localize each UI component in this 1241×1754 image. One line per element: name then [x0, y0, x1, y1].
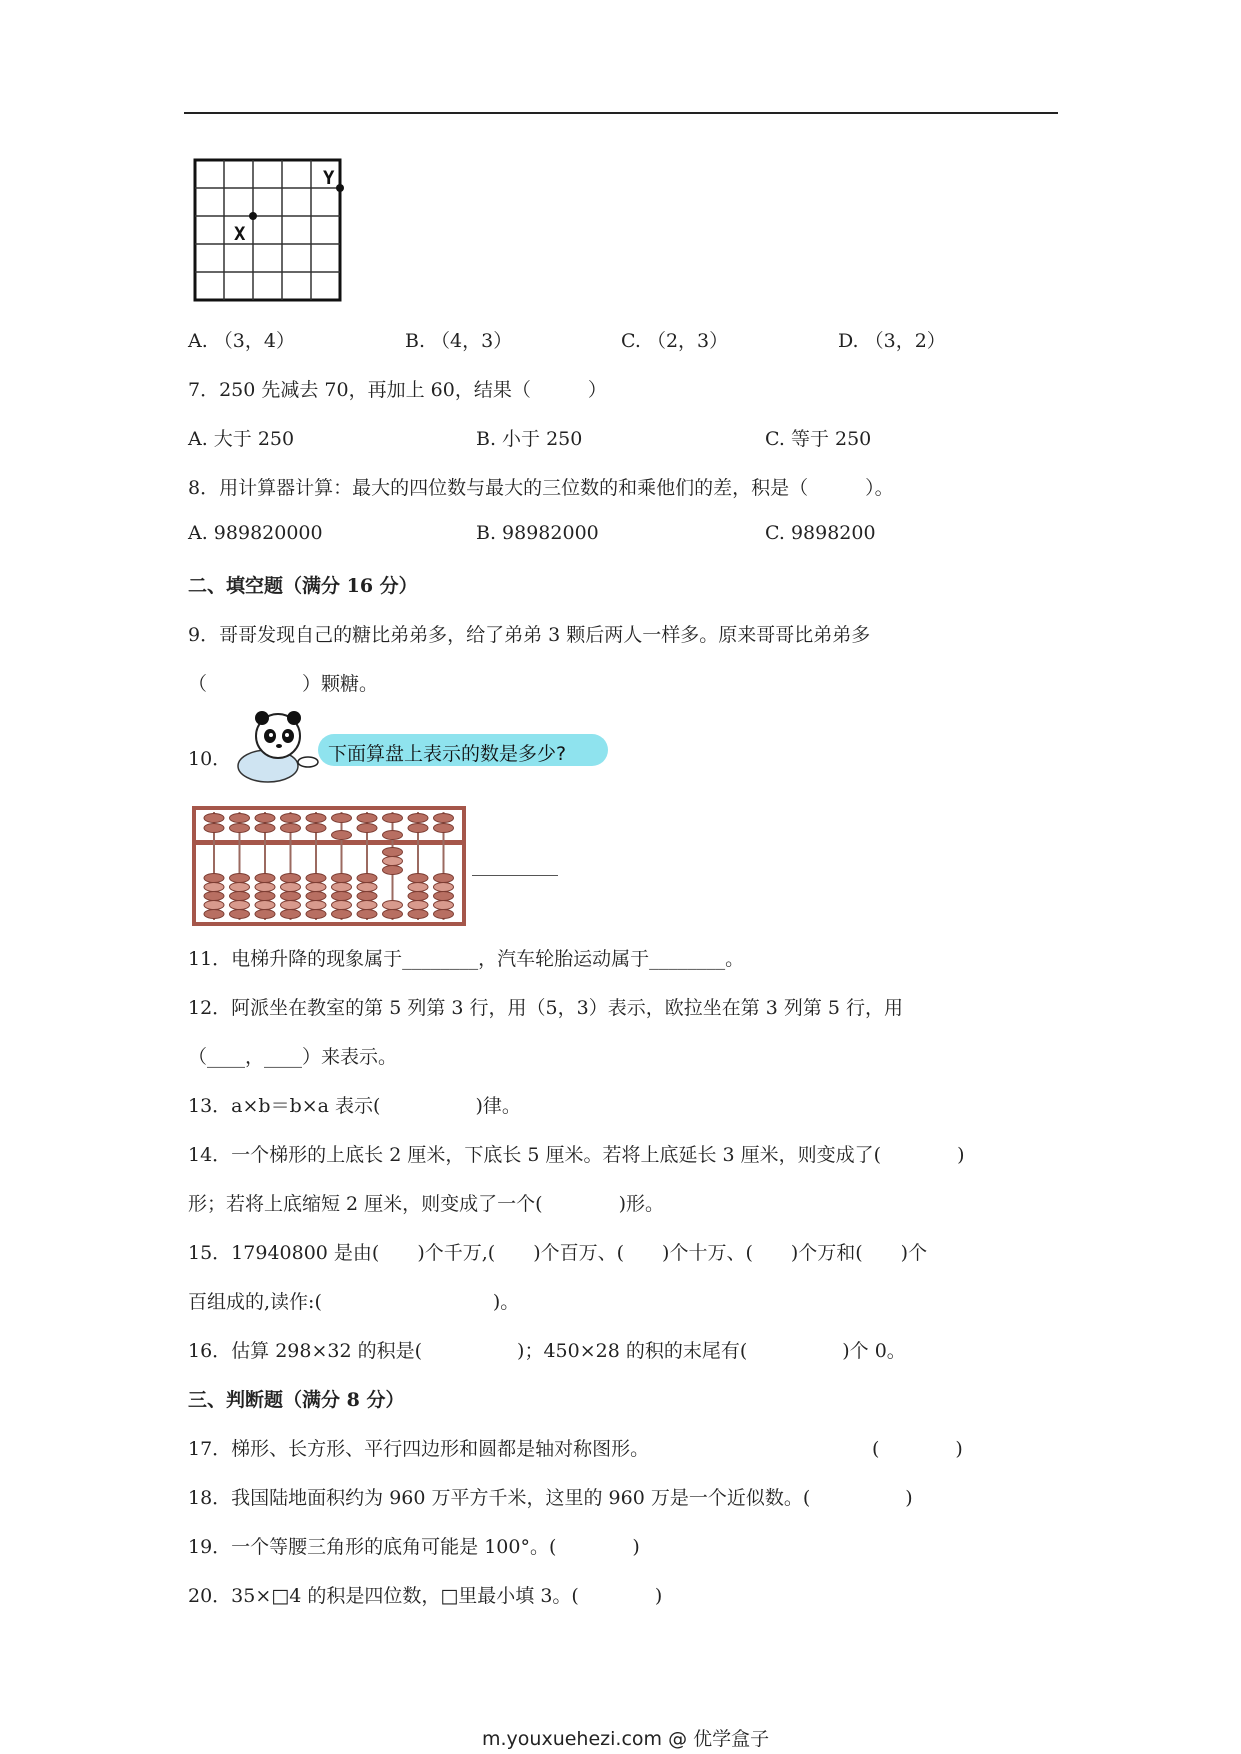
q7-option-c: C. 等于 250 — [765, 428, 872, 450]
abacus-bead — [230, 892, 250, 901]
abacus-bead — [332, 883, 352, 892]
q7-text: 7．250 先减去 70，再加上 60，结果（ ） — [188, 379, 607, 401]
abacus-bead — [408, 814, 428, 823]
abacus-bead — [408, 874, 428, 883]
q7-option-b: B. 小于 250 — [476, 428, 583, 450]
abacus-bead — [434, 883, 454, 892]
abacus-bead — [306, 901, 326, 910]
abacus-bead — [281, 892, 301, 901]
q8-option-c: C. 9898200 — [765, 522, 876, 544]
q14-line-2: 形；若将上底缩短 2 厘米，则变成了一个( )形。 — [188, 1193, 664, 1215]
abacus-bead — [306, 883, 326, 892]
abacus-bead — [204, 824, 224, 833]
section-2-heading: 二、填空题（满分 16 分） — [188, 575, 418, 597]
abacus-bead — [204, 901, 224, 910]
abacus-bead — [306, 892, 326, 901]
abacus-bead — [383, 831, 403, 840]
abacus-bead — [332, 874, 352, 883]
section-3-heading: 三、判断题（满分 8 分） — [188, 1389, 405, 1411]
q10-answer-blank — [472, 875, 558, 876]
q12-line-2: （____，____）来表示。 — [188, 1046, 398, 1068]
abacus-bead — [434, 874, 454, 883]
abacus-bead — [281, 824, 301, 833]
abacus-bead — [255, 901, 275, 910]
q17-answer-paren: ( ) — [872, 1438, 963, 1460]
abacus-bead — [230, 901, 250, 910]
abacus-bead — [408, 901, 428, 910]
abacus-bead — [383, 814, 403, 823]
abacus-bead — [230, 910, 250, 919]
q8-option-a: A. 989820000 — [188, 522, 323, 544]
abacus-bead — [434, 901, 454, 910]
abacus-bead — [357, 824, 377, 833]
label-y: Y — [323, 167, 335, 189]
abacus-bead — [255, 910, 275, 919]
q16-text: 16．估算 298×32 的积是( )；450×28 的积的末尾有( )个 0。 — [188, 1340, 906, 1362]
q20-text: 20．35×□4 的积是四位数，□里最小填 3。( ) — [188, 1585, 663, 1607]
q6-option-a: A. （3，4） — [188, 330, 295, 352]
abacus-bead — [332, 814, 352, 823]
abacus-bead — [255, 824, 275, 833]
abacus-bead — [383, 910, 403, 919]
footer-source: m.youxuehezi.com @ 优学盒子 — [482, 1728, 770, 1750]
abacus-bead — [332, 831, 352, 840]
abacus-bead — [434, 814, 454, 823]
abacus-bead — [306, 874, 326, 883]
abacus-bead — [230, 874, 250, 883]
abacus-bead — [434, 910, 454, 919]
q10-number: 10． — [188, 748, 232, 770]
abacus-bead — [204, 883, 224, 892]
q6-option-d: D. （3，2） — [838, 330, 946, 352]
q11-text: 11．电梯升降的现象属于________，汽车轮胎运动属于________。 — [188, 948, 745, 970]
abacus-bead — [281, 883, 301, 892]
q14-line-1: 14．一个梯形的上底长 2 厘米，下底长 5 厘米。若将上底延长 3 厘米，则变成了( ) — [188, 1144, 965, 1166]
abacus-bead — [357, 892, 377, 901]
abacus-bead — [281, 910, 301, 919]
abacus-bead — [408, 883, 428, 892]
abacus-bead — [281, 874, 301, 883]
abacus-illustration — [192, 806, 466, 926]
q15-line-1: 15．17940800 是由( )个千万,( )个百万、( )个十万、( )个万和( )个 — [188, 1242, 928, 1264]
abacus-bead — [357, 814, 377, 823]
abacus-bead — [383, 848, 403, 857]
abacus-bead — [204, 892, 224, 901]
q7-option-a: A. 大于 250 — [188, 428, 295, 450]
point-x-dot — [249, 212, 257, 220]
abacus-bead — [281, 901, 301, 910]
q17-text: 17．梯形、长方形、平行四边形和圆都是轴对称图形。 — [188, 1438, 650, 1460]
abacus-bead — [255, 814, 275, 823]
header-rule — [184, 112, 1058, 114]
q6-option-b: B. （4，3） — [405, 330, 513, 352]
abacus-bead — [306, 824, 326, 833]
q15-line-2: 百组成的,读作:( )。 — [188, 1291, 520, 1313]
abacus-bead — [204, 874, 224, 883]
q13-text: 13．a×b＝b×a 表示( )律。 — [188, 1095, 521, 1117]
abacus-bead — [204, 814, 224, 823]
q19-text: 19．一个等腰三角形的底角可能是 100°。( ) — [188, 1536, 640, 1558]
abacus-bead — [255, 883, 275, 892]
label-x: X — [234, 223, 246, 245]
abacus-bead — [357, 883, 377, 892]
abacus-bead — [332, 892, 352, 901]
abacus-bead — [383, 857, 403, 866]
abacus-bead — [434, 824, 454, 833]
abacus-bead — [255, 874, 275, 883]
abacus-bead — [383, 901, 403, 910]
abacus-bead — [332, 901, 352, 910]
abacus-bead — [408, 892, 428, 901]
abacus-bead — [281, 814, 301, 823]
abacus-bead — [306, 910, 326, 919]
q8-text: 8．用计算器计算：最大的四位数与最大的三位数的和乘他们的差，积是（ ）。 — [188, 477, 894, 499]
abacus-bead — [408, 910, 428, 919]
abacus-bead — [357, 910, 377, 919]
q12-line-1: 12．阿派坐在教室的第 5 列第 3 行，用（5，3）表示，欧拉坐在第 3 列第 5 行，用 — [188, 997, 904, 1019]
abacus-bead — [434, 892, 454, 901]
q8-option-b: B. 98982000 — [476, 522, 599, 544]
abacus-bead — [230, 814, 250, 823]
speech-bubble-text: 下面算盘上表示的数是多少? — [328, 743, 567, 765]
abacus-bead — [357, 874, 377, 883]
abacus-bead — [255, 892, 275, 901]
q9-line-2: （ ）颗糖。 — [188, 673, 379, 695]
panda-illustration — [232, 706, 332, 786]
q18-text: 18．我国陆地面积约为 960 万平方千米，这里的 960 万是一个近似数。( ) — [188, 1487, 913, 1509]
abacus-bead — [408, 824, 428, 833]
abacus-bead — [306, 814, 326, 823]
abacus-bead — [332, 910, 352, 919]
abacus-bead — [383, 866, 403, 875]
q9-line-1: 9．哥哥发现自己的糖比弟弟多，给了弟弟 3 颗后两人一样多。原来哥哥比弟弟多 — [188, 624, 871, 646]
abacus-bead — [230, 824, 250, 833]
q6-option-c: C. （2，3） — [621, 330, 729, 352]
abacus-bead — [357, 901, 377, 910]
abacus-bead — [230, 883, 250, 892]
point-y-dot — [336, 184, 344, 192]
coordinate-grid-figure — [188, 156, 348, 306]
abacus-bead — [204, 910, 224, 919]
